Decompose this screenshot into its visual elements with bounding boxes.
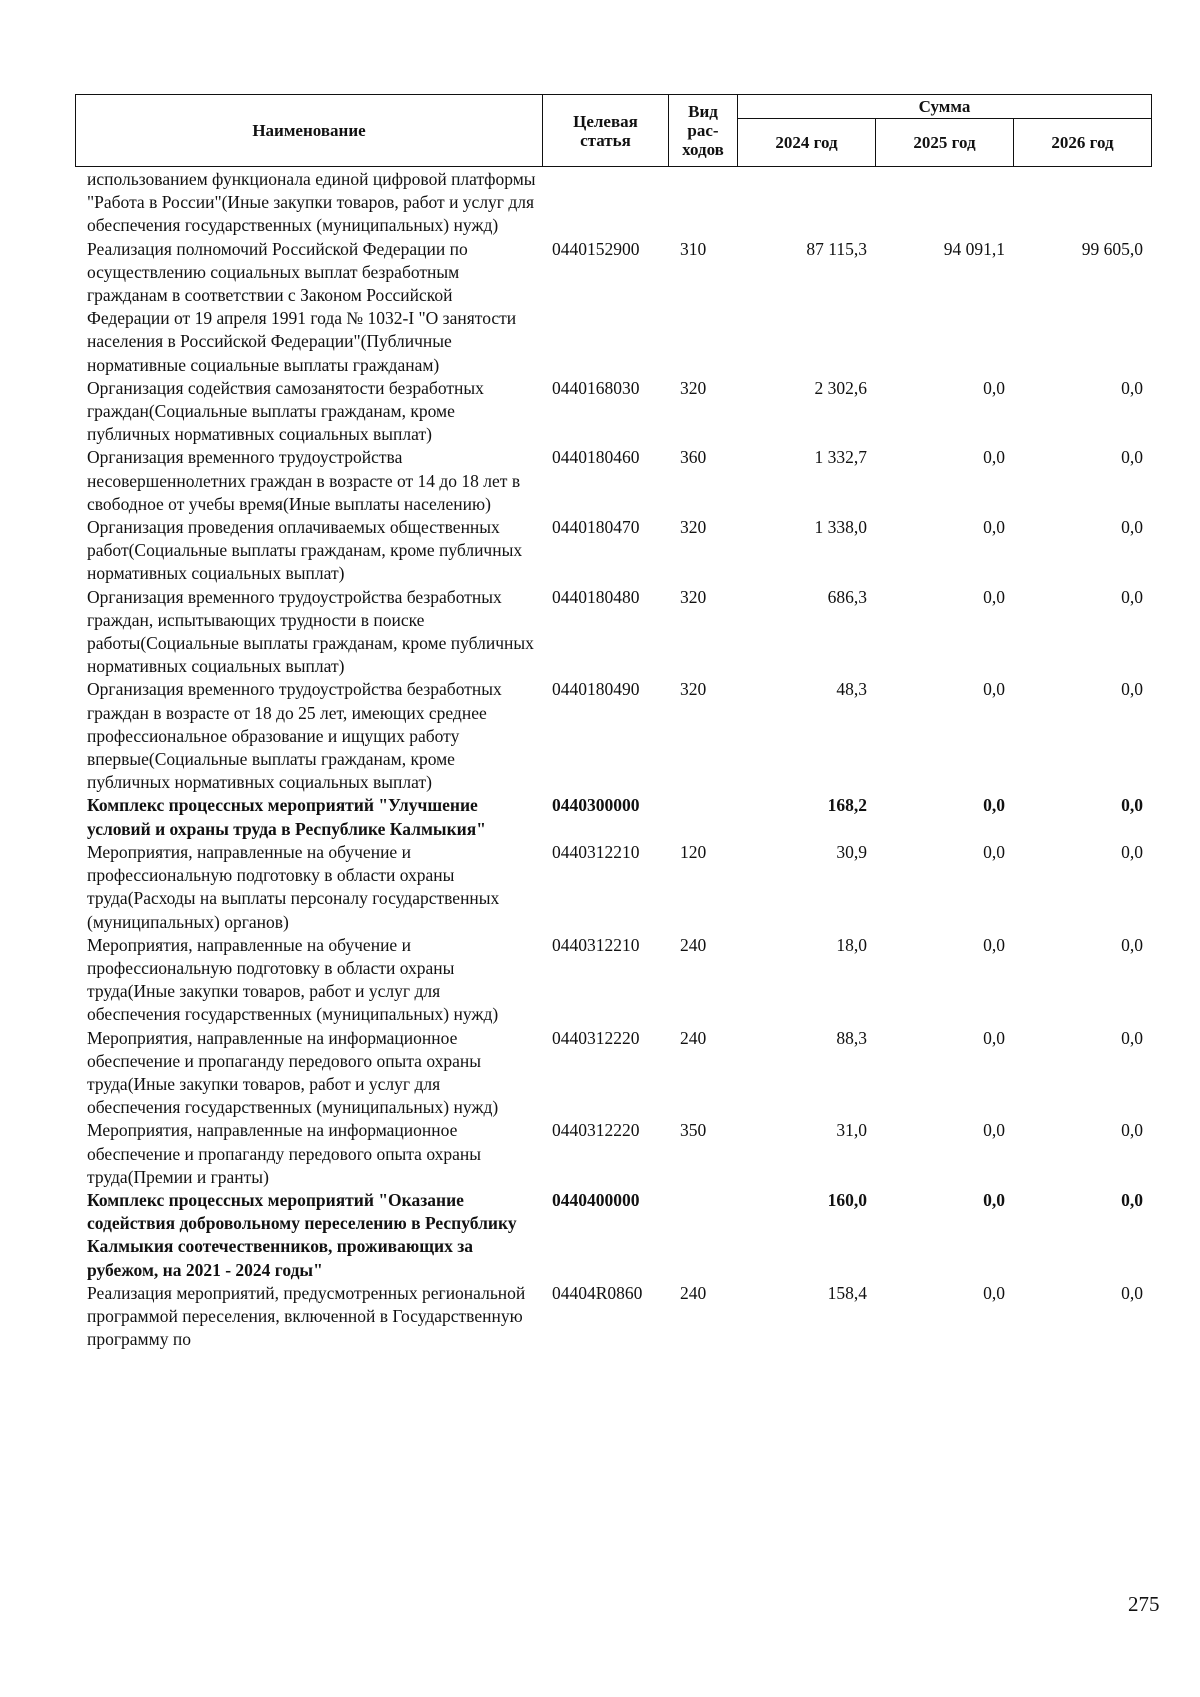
row-value-2024: 88,3	[836, 1027, 867, 1048]
page-number: 275	[1128, 1592, 1160, 1616]
row-value-2026: 0,0	[1121, 1027, 1143, 1048]
row-name: Реализация мероприятий, предусмотренных региональной программой переселения, включенной в Государственную программу по	[87, 1282, 526, 1350]
row-value-2025: 0,0	[983, 1027, 1005, 1048]
row-code: 0440180490	[552, 679, 640, 700]
header-2026: 2026 год	[1014, 119, 1152, 167]
row-value-2024: 87 115,3	[806, 238, 867, 259]
header-type-line1: Вид	[688, 102, 718, 121]
header-code-line2: статья	[580, 130, 631, 150]
budget-table	[75, 168, 1151, 1351]
row-code: 0440152900	[552, 238, 640, 259]
row-value-2025: 0,0	[983, 517, 1005, 538]
row-name: Организация временного трудоустройства несовершеннолетних граждан в возрасте от 14 до 18 лет в свободное от учебы время(Иные выплаты населению)	[87, 447, 521, 514]
row-value-2026: 0,0	[1121, 447, 1143, 468]
table-header	[75, 94, 1152, 167]
row-value-2024: 1 332,7	[814, 447, 867, 468]
table-row	[75, 794, 1151, 840]
row-value-2026: 0,0	[1121, 795, 1143, 816]
row-name: Организация проведения оплачиваемых общественных работ(Социальные выплаты гражданам, кроме публичных нормативных социальных выплат)	[87, 517, 523, 584]
row-name: Мероприятия, направленные на информационное обеспечение и пропаганду передового опыта охраны труда(Премии и гранты)	[87, 1120, 482, 1187]
row-code: 0440312220	[552, 1120, 640, 1141]
row-value-2024	[737, 168, 875, 238]
row-code: 0440312220	[552, 1027, 640, 1048]
row-value-2024: 18,0	[836, 934, 867, 955]
row-type: 240	[680, 1027, 707, 1048]
row-name: Организация временного трудоустройства безработных граждан в возрасте от 18 до 25 лет, имеющих среднее профессиональное образование и ищущих работу впервые(Социальные выплаты гражданам, кроме публичных нормативных социальных выплат)	[87, 679, 502, 793]
row-type: 320	[680, 586, 707, 607]
row-type	[668, 168, 737, 238]
header-name: Наименование	[76, 95, 543, 167]
row-value-2026: 0,0	[1121, 679, 1143, 700]
row-value-2024: 1 338,0	[814, 517, 867, 538]
row-name: Организация временного трудоустройства безработных граждан, испытывающих трудности в поиске работы(Социальные выплаты гражданам, кроме публичных нормативных социальных выплат)	[87, 586, 534, 677]
row-value-2026: 0,0	[1121, 1189, 1143, 1210]
row-code: 0440312210	[552, 841, 640, 862]
row-value-2026: 0,0	[1121, 934, 1143, 955]
header-sum: Сумма	[738, 95, 1152, 119]
row-code: 0440400000	[552, 1189, 640, 1210]
row-value-2025: 0,0	[983, 795, 1005, 816]
table-row	[75, 841, 1151, 934]
table-row	[75, 168, 1151, 238]
row-code	[542, 168, 668, 238]
row-type: 240	[680, 1282, 707, 1303]
row-value-2025	[875, 168, 1013, 238]
row-name: Комплекс процессных мероприятий "Улучшение условий и охраны труда в Республике Калмыкия"	[87, 795, 486, 839]
row-code: 0440180460	[552, 447, 640, 468]
row-type: 120	[680, 841, 707, 862]
table-row	[75, 1282, 1151, 1352]
row-code: 0440312210	[552, 934, 640, 955]
row-value-2025: 0,0	[983, 679, 1005, 700]
row-type: 320	[680, 679, 707, 700]
row-name: Мероприятия, направленные на обучение и профессиональную подготовку в области охраны труда(Расходы на выплаты персоналу государственных (муниципальных) органов)	[87, 841, 500, 932]
row-name: Комплекс процессных мероприятий "Оказание содействия добровольному переселению в Республику Калмыкия соотечественников, проживающих за рубежом, на 2021 - 2024 годы"	[87, 1189, 517, 1280]
row-code: 0440168030	[552, 377, 640, 398]
row-name: Мероприятия, направленные на информационное обеспечение и пропаганду передового опыта охраны труда(Иные закупки товаров, работ и услуг для обеспечения государственных (муниципальных) нужд)	[87, 1027, 499, 1118]
header-code-line1: Целевая	[573, 111, 638, 131]
row-value-2026: 0,0	[1121, 377, 1143, 398]
header-2025: 2025 год	[876, 119, 1014, 167]
row-type: 240	[680, 934, 707, 955]
row-value-2026: 0,0	[1121, 1282, 1143, 1303]
row-value-2025: 0,0	[983, 841, 1005, 862]
row-name: использованием функционала единой цифровой платформы "Работа в России"(Иные закупки товаров, работ и услуг для обеспечения государственных (муниципальных) нужд)	[87, 169, 536, 236]
row-type	[668, 794, 737, 840]
row-value-2025: 0,0	[983, 586, 1005, 607]
table-row	[75, 1027, 1151, 1120]
row-value-2024: 30,9	[836, 841, 867, 862]
row-value-2024: 31,0	[836, 1120, 867, 1141]
row-value-2024: 48,3	[836, 679, 867, 700]
row-value-2025: 0,0	[983, 1120, 1005, 1141]
header-type-line2: рас-	[687, 121, 719, 140]
row-name: Реализация полномочий Российской Федерации по осуществлению социальных выплат безработным гражданам в соответствии с Законом Российской Федерации от 19 апреля 1991 года № 1032-I "О занятости населения в Российской Федерации"(Публичные нормативные социальные выплаты гражданам)	[87, 238, 517, 375]
row-value-2026: 0,0	[1121, 586, 1143, 607]
row-value-2026	[1013, 168, 1151, 238]
row-type	[668, 1189, 737, 1282]
row-type: 320	[680, 517, 707, 538]
row-value-2024: 158,4	[827, 1282, 867, 1303]
row-code: 0440300000	[552, 795, 640, 816]
row-code: 04404R0860	[552, 1282, 643, 1303]
header-type-line3: ходов	[682, 140, 724, 159]
row-value-2024: 686,3	[827, 586, 867, 607]
row-value-2025: 0,0	[983, 447, 1005, 468]
header-2024: 2024 год	[738, 119, 876, 167]
row-code: 0440180480	[552, 586, 640, 607]
table-row	[75, 678, 1151, 794]
table-row	[75, 1189, 1151, 1282]
row-value-2024: 160,0	[827, 1189, 867, 1210]
row-value-2025: 0,0	[983, 1282, 1005, 1303]
row-value-2026: 99 605,0	[1081, 238, 1143, 259]
row-type: 310	[680, 238, 707, 259]
table-row	[75, 1119, 1151, 1189]
row-name: Мероприятия, направленные на обучение и профессиональную подготовку в области охраны труда(Иные закупки товаров, работ и услуг для обеспечения государственных (муниципальных) нужд)	[87, 934, 499, 1025]
row-value-2025: 0,0	[983, 934, 1005, 955]
row-code: 0440180470	[552, 517, 640, 538]
table-row	[75, 238, 1151, 377]
row-value-2026: 0,0	[1121, 1120, 1143, 1141]
row-name: Организация содействия самозанятости безработных граждан(Социальные выплаты гражданам, кроме публичных нормативных социальных выплат)	[87, 377, 484, 445]
table-row	[75, 377, 1151, 447]
row-type: 350	[680, 1120, 707, 1141]
row-type: 320	[680, 377, 707, 398]
header-type	[669, 95, 738, 167]
budget-table-body	[75, 168, 1151, 1351]
row-value-2025: 0,0	[983, 1189, 1005, 1210]
table-row	[75, 934, 1151, 1027]
row-value-2024: 2 302,6	[814, 377, 867, 398]
table-row	[75, 586, 1151, 679]
row-value-2026: 0,0	[1121, 517, 1143, 538]
row-value-2025: 0,0	[983, 377, 1005, 398]
header-code	[543, 95, 669, 167]
row-value-2026: 0,0	[1121, 841, 1143, 862]
table-row	[75, 446, 1151, 516]
table-row	[75, 516, 1151, 586]
row-value-2025: 94 091,1	[943, 238, 1005, 259]
row-value-2024: 168,2	[827, 795, 867, 816]
row-type: 360	[680, 447, 707, 468]
